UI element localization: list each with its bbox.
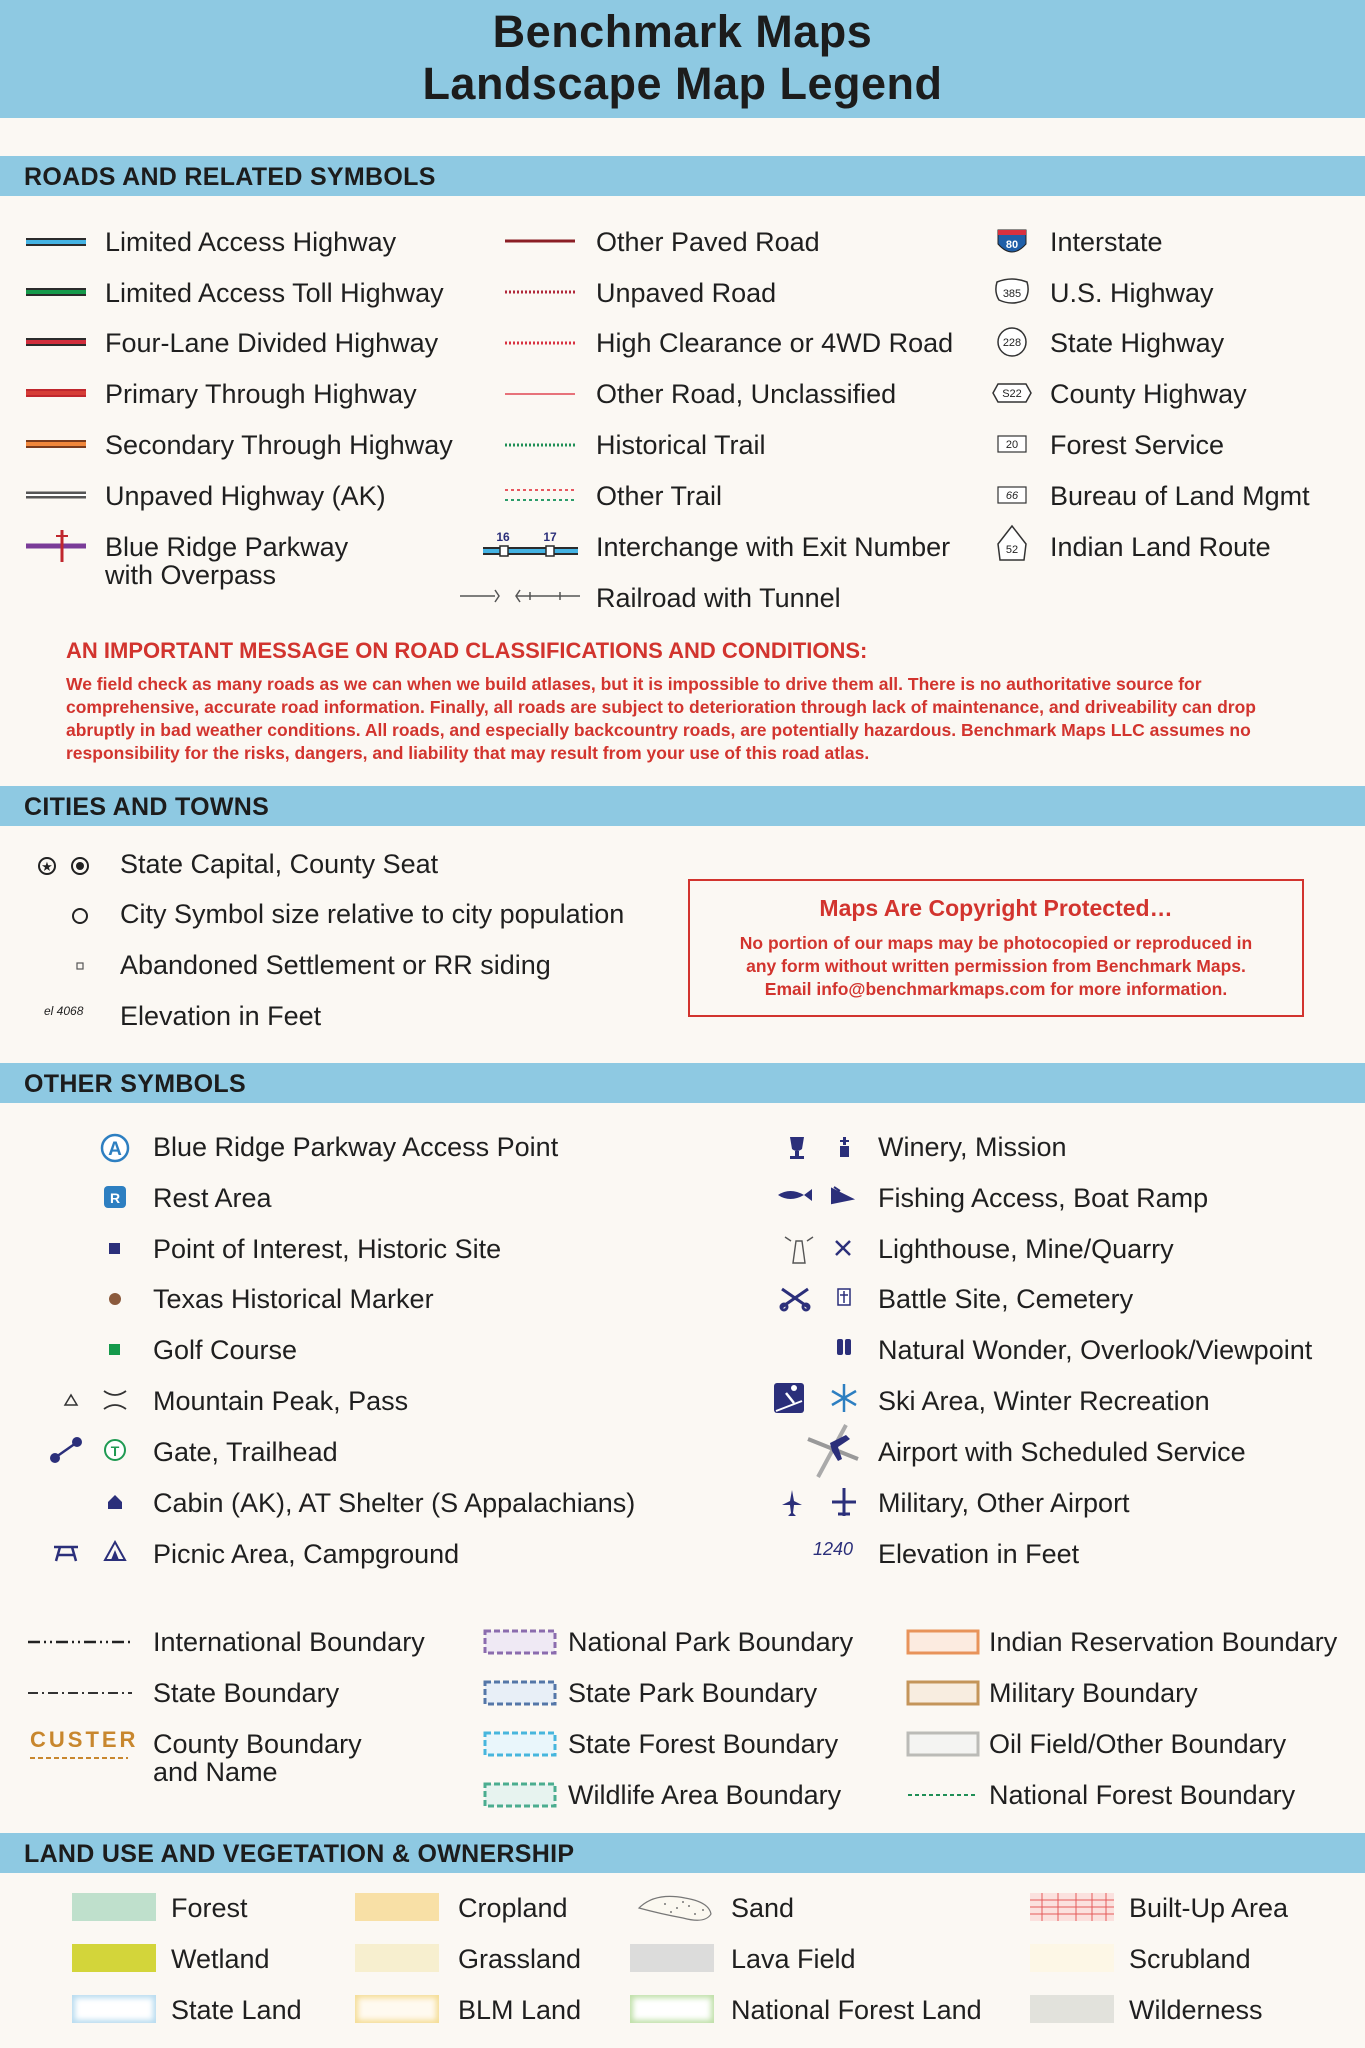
lighthouse-icon bbox=[785, 1237, 813, 1263]
land-label-wilderness: Wilderness bbox=[1129, 1995, 1263, 2025]
roads-section-title: ROADS AND RELATED SYMBOLS bbox=[24, 163, 436, 191]
road-label-4wd: High Clearance or 4WD Road bbox=[596, 328, 954, 358]
cropland-swatch bbox=[355, 1893, 439, 1921]
forest-service-shield bbox=[998, 436, 1026, 452]
wilderness-swatch bbox=[1030, 1995, 1114, 2023]
abandoned-settlement-icon bbox=[77, 963, 83, 969]
blm-shield bbox=[998, 487, 1026, 503]
boundary-label-state-forest: State Forest Boundary bbox=[568, 1729, 839, 1759]
road-label-four-lane: Four-Lane Divided Highway bbox=[105, 328, 439, 358]
other-elevation-sample: 1240 bbox=[813, 1539, 854, 1559]
land-label-blm-land: BLM Land bbox=[458, 1995, 582, 2025]
road-label-toll: Limited Access Toll Highway bbox=[105, 278, 444, 308]
svg-text:★: ★ bbox=[41, 860, 53, 875]
wetland-swatch bbox=[72, 1944, 156, 1972]
road-message-line: abruptly in bad weather conditions. All roads, and especially backcountry roads, are potentially hazardous. Benchmark Maps LLC assumes no bbox=[66, 720, 1251, 740]
svg-text:S22: S22 bbox=[1002, 388, 1022, 400]
exit-number-16: 16 bbox=[496, 530, 510, 544]
svg-text:20: 20 bbox=[1005, 439, 1019, 451]
other-label-peak: Mountain Peak, Pass bbox=[153, 1386, 409, 1416]
mountain-peak-icon bbox=[65, 1395, 77, 1405]
land-label-cropland: Cropland bbox=[458, 1893, 568, 1923]
golf-course-icon bbox=[109, 1344, 120, 1355]
other-label-poi: Point of Interest, Historic Site bbox=[153, 1234, 502, 1264]
point-of-interest-icon bbox=[109, 1243, 120, 1254]
road-label-other-trail: Other Trail bbox=[596, 481, 723, 511]
state-highway-shield bbox=[998, 328, 1026, 356]
boundary-label-national-park: National Park Boundary bbox=[568, 1627, 854, 1657]
overlook-viewpoint-icon bbox=[837, 1339, 851, 1355]
road-label-interchange: Interchange with Exit Number bbox=[596, 532, 951, 562]
county-seat-icon bbox=[72, 858, 88, 874]
other-label-natural-wonder: Natural Wonder, Overlook/Viewpoint bbox=[878, 1335, 1313, 1365]
national-park-boundary-swatch bbox=[485, 1631, 555, 1653]
cemetery-icon bbox=[838, 1289, 850, 1305]
road-message-line: responsibility for the risks, dangers, and liability that may result from your use of this road atlas. bbox=[66, 743, 870, 763]
svg-text:A: A bbox=[108, 1139, 122, 1160]
other-left-symbols bbox=[0, 1125, 140, 1585]
other-trail-line bbox=[505, 490, 575, 500]
land-label-national-forest-land: National Forest Land bbox=[731, 1995, 982, 2025]
state-capital-icon bbox=[39, 858, 55, 875]
city-label-city: City Symbol size relative to city population bbox=[120, 899, 625, 929]
wildlife-area-boundary-swatch bbox=[485, 1784, 555, 1806]
forest-swatch bbox=[72, 1893, 156, 1921]
road-message-line: comprehensive, accurate road information. Finally, all roads are subject to deterioration through lack of maintenance, and driveability can drop bbox=[66, 697, 1256, 717]
boundary-label-wildlife: Wildlife Area Boundary bbox=[568, 1780, 842, 1810]
boundary-label-county-name: and Name bbox=[153, 1757, 278, 1787]
title-line-2: Landscape Map Legend bbox=[422, 58, 943, 109]
road-label-interstate: Interstate bbox=[1050, 227, 1163, 257]
city-label-capital: State Capital, County Seat bbox=[120, 849, 439, 879]
rest-area-icon bbox=[104, 1186, 126, 1208]
land-section-bar bbox=[0, 1833, 1365, 1873]
trailhead-icon bbox=[105, 1440, 125, 1460]
copyright-line: Email info@benchmarkmaps.com for more information. bbox=[764, 979, 1228, 999]
parkway-access-icon bbox=[102, 1135, 128, 1161]
other-airport-icon bbox=[832, 1488, 856, 1516]
boundary-label-state: State Boundary bbox=[153, 1678, 340, 1708]
exit-number-17: 17 bbox=[543, 530, 557, 544]
road-label-county-highway: County Highway bbox=[1050, 379, 1247, 409]
road-label-overpass: with Overpass bbox=[105, 560, 277, 590]
other-label-ski: Ski Area, Winter Recreation bbox=[878, 1386, 1210, 1416]
road-label-other-paved: Other Paved Road bbox=[596, 227, 820, 257]
boundary-label-national-forest: National Forest Boundary bbox=[989, 1780, 1296, 1810]
railroad-tunnel-line bbox=[460, 590, 580, 602]
sand-swatch bbox=[635, 1888, 715, 1928]
ski-area-icon bbox=[774, 1383, 804, 1413]
road-label-blm: Bureau of Land Mgmt bbox=[1050, 481, 1310, 511]
road-label-us-highway: U.S. Highway bbox=[1050, 278, 1214, 308]
other-label-elevation: Elevation in Feet bbox=[878, 1539, 1080, 1569]
boat-ramp-icon bbox=[832, 1187, 852, 1203]
other-label-texas-marker: Texas Historical Marker bbox=[153, 1284, 434, 1314]
land-label-forest: Forest bbox=[171, 1893, 248, 1923]
other-label-military-airport: Military, Other Airport bbox=[878, 1488, 1130, 1518]
land-label-lava-field: Lava Field bbox=[731, 1944, 856, 1974]
road-label-parkway: Blue Ridge Parkway bbox=[105, 532, 349, 562]
interstate-shield bbox=[998, 230, 1026, 252]
oil-field-boundary-swatch bbox=[908, 1733, 978, 1755]
interchange-line bbox=[483, 546, 578, 556]
land-label-wetland: Wetland bbox=[171, 1944, 270, 1974]
road-label-primary: Primary Through Highway bbox=[105, 379, 417, 409]
scrubland-swatch bbox=[1030, 1944, 1114, 1972]
indian-route-shield bbox=[998, 526, 1026, 560]
mountain-pass-icon bbox=[104, 1391, 126, 1409]
land-label-built-up: Built-Up Area bbox=[1129, 1893, 1289, 1923]
historical-marker-icon bbox=[109, 1293, 121, 1305]
other-label-airport-scheduled: Airport with Scheduled Service bbox=[878, 1437, 1246, 1467]
road-message-body bbox=[66, 673, 1316, 765]
boundary-label-military: Military Boundary bbox=[989, 1678, 1198, 1708]
cities-section-bar bbox=[0, 786, 1365, 826]
city-elevation-sample: el 4068 bbox=[44, 1004, 84, 1018]
city-label-abandoned: Abandoned Settlement or RR siding bbox=[120, 950, 551, 980]
other-section-bar bbox=[0, 1063, 1365, 1103]
road-label-limited-access: Limited Access Highway bbox=[105, 227, 397, 257]
road-label-state-highway: State Highway bbox=[1050, 328, 1225, 358]
county-highway-shield bbox=[993, 384, 1031, 402]
road-label-unpaved-highway: Unpaved Highway (AK) bbox=[105, 481, 386, 511]
airport-scheduled-icon bbox=[808, 1425, 858, 1477]
other-label-lighthouse: Lighthouse, Mine/Quarry bbox=[878, 1234, 1174, 1264]
boundary-label-state-park: State Park Boundary bbox=[568, 1678, 818, 1708]
winter-recreation-icon bbox=[832, 1384, 856, 1412]
grassland-swatch bbox=[355, 1944, 439, 1972]
indian-reservation-boundary-swatch bbox=[908, 1631, 978, 1653]
other-label-battle: Battle Site, Cemetery bbox=[878, 1284, 1134, 1314]
other-label-picnic: Picnic Area, Campground bbox=[153, 1539, 460, 1569]
battle-site-icon bbox=[781, 1289, 809, 1310]
other-right-symbols bbox=[760, 1125, 880, 1585]
boundary-label-international: International Boundary bbox=[153, 1627, 425, 1657]
title-line-1: Benchmark Maps bbox=[492, 6, 873, 57]
cities-section-title: CITIES AND TOWNS bbox=[24, 793, 270, 821]
state-forest-boundary-swatch bbox=[485, 1733, 555, 1755]
copyright-title: Maps Are Copyright Protected… bbox=[819, 895, 1173, 921]
svg-text:T: T bbox=[110, 1443, 120, 1459]
svg-text:R: R bbox=[109, 1190, 121, 1206]
svg-text:228: 228 bbox=[1002, 337, 1022, 349]
gate-icon bbox=[50, 1437, 82, 1463]
cabin-shelter-icon bbox=[108, 1495, 122, 1509]
roads-section-bar bbox=[0, 156, 1365, 196]
road-label-indian-route: Indian Land Route bbox=[1050, 532, 1271, 562]
road-label-secondary: Secondary Through Highway bbox=[105, 430, 453, 460]
state-park-boundary-swatch bbox=[485, 1682, 555, 1704]
other-label-rest-area: Rest Area bbox=[153, 1183, 272, 1213]
fishing-access-icon bbox=[778, 1189, 812, 1201]
blm-land-swatch bbox=[355, 1995, 439, 2023]
state-land-swatch bbox=[72, 1995, 156, 2023]
other-section-title: OTHER SYMBOLS bbox=[24, 1070, 246, 1098]
land-label-scrubland: Scrubland bbox=[1129, 1944, 1251, 1974]
city-label-elevation: Elevation in Feet bbox=[120, 1001, 322, 1031]
campground-icon bbox=[105, 1542, 125, 1560]
mine-quarry-icon bbox=[836, 1241, 850, 1255]
copyright-body bbox=[690, 932, 1302, 1001]
built-up-area-swatch bbox=[1030, 1893, 1114, 1921]
city-icon bbox=[73, 909, 87, 923]
boundary-label-county: County Boundary bbox=[153, 1729, 362, 1759]
road-label-unpaved: Unpaved Road bbox=[596, 278, 777, 308]
copyright-line: any form without written permission from Benchmark Maps. bbox=[746, 956, 1246, 976]
land-label-grassland: Grassland bbox=[458, 1944, 582, 1974]
road-label-forest-service: Forest Service bbox=[1050, 430, 1225, 460]
picnic-area-icon bbox=[54, 1547, 78, 1561]
road-message-line: We field check as many roads as we can when we build atlases, but it is impossible to drive them all. There is no authoritative source for bbox=[66, 674, 1202, 694]
svg-text:385: 385 bbox=[1002, 288, 1022, 300]
boundary-label-oil-field: Oil Field/Other Boundary bbox=[989, 1729, 1287, 1759]
other-label-winery: Winery, Mission bbox=[878, 1132, 1067, 1162]
winery-icon bbox=[790, 1137, 804, 1159]
svg-text:52: 52 bbox=[1005, 544, 1019, 556]
military-airport-icon bbox=[782, 1490, 802, 1516]
copyright-box bbox=[688, 879, 1304, 1017]
other-label-gate: Gate, Trailhead bbox=[153, 1437, 338, 1467]
copyright-line: No portion of our maps may be photocopied or reproduced in bbox=[739, 933, 1253, 953]
svg-text:80: 80 bbox=[1005, 239, 1019, 251]
us-highway-shield bbox=[996, 279, 1028, 303]
national-forest-land-swatch bbox=[630, 1995, 714, 2023]
land-label-sand: Sand bbox=[731, 1893, 795, 1923]
lava-field-swatch bbox=[630, 1944, 714, 1972]
other-label-fishing: Fishing Access, Boat Ramp bbox=[878, 1183, 1209, 1213]
road-message-title: AN IMPORTANT MESSAGE ON ROAD CLASSIFICATIONS AND CONDITIONS: bbox=[66, 638, 868, 663]
road-label-railroad: Railroad with Tunnel bbox=[596, 583, 841, 613]
county-name-sample: CUSTER bbox=[30, 1727, 139, 1752]
road-label-historical-trail: Historical Trail bbox=[596, 430, 766, 460]
svg-text:66: 66 bbox=[1005, 490, 1019, 502]
other-label-parkway-access: Blue Ridge Parkway Access Point bbox=[153, 1132, 559, 1162]
other-label-golf: Golf Course bbox=[153, 1335, 298, 1365]
boundary-label-indian-reservation: Indian Reservation Boundary bbox=[989, 1627, 1338, 1657]
other-label-cabin: Cabin (AK), AT Shelter (S Appalachians) bbox=[153, 1488, 636, 1518]
land-section-title: LAND USE AND VEGETATION & OWNERSHIP bbox=[24, 1840, 575, 1868]
parkway-overpass-line bbox=[26, 530, 86, 562]
land-label-state-land: State Land bbox=[171, 1995, 302, 2025]
mission-icon bbox=[840, 1137, 849, 1157]
road-label-unclassified: Other Road, Unclassified bbox=[596, 379, 897, 409]
military-boundary-swatch bbox=[908, 1682, 978, 1704]
